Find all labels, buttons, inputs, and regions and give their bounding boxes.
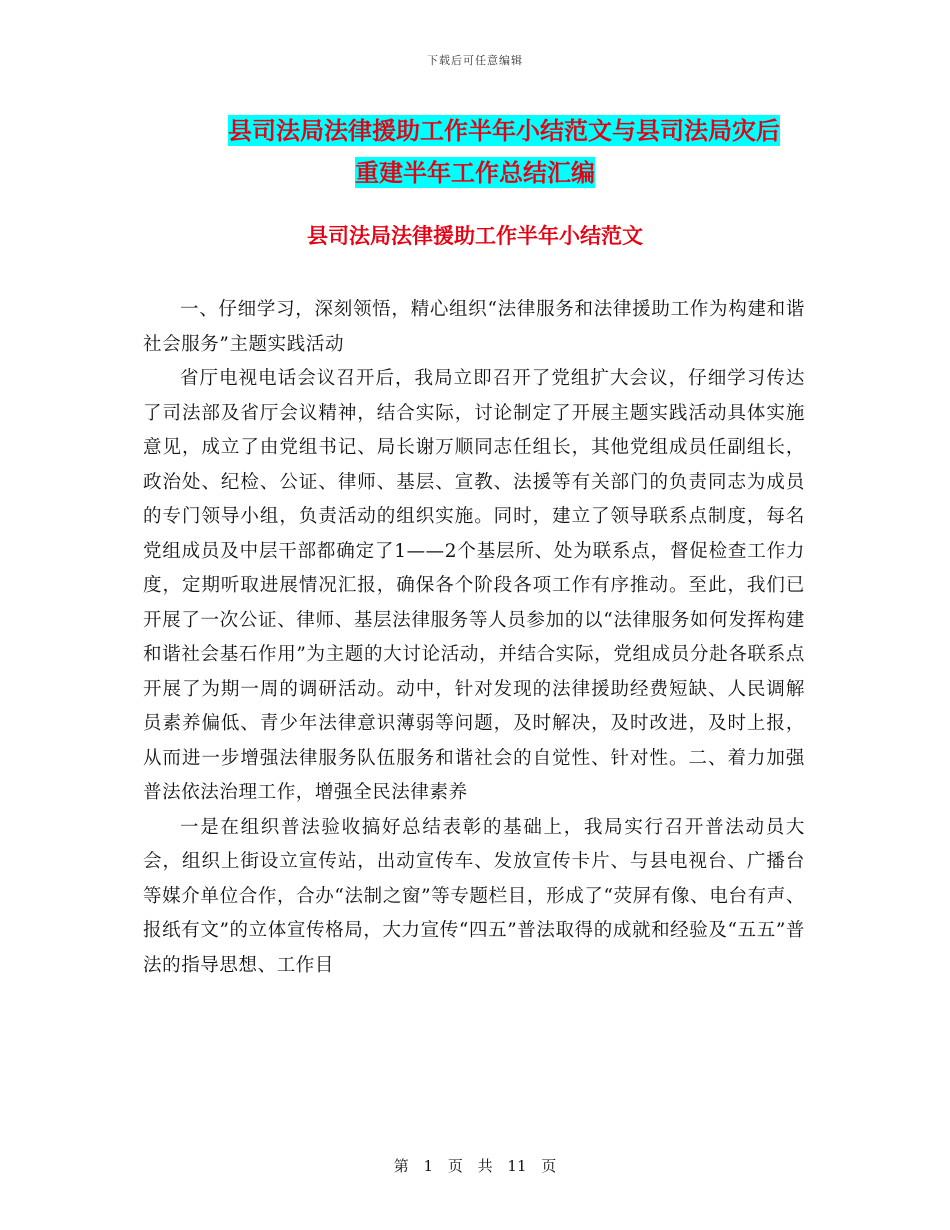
page-number-current: 1	[423, 1157, 434, 1175]
page-label-total-prefix: 共	[477, 1157, 493, 1175]
page-number-total: 11	[507, 1157, 527, 1175]
paragraph: 一是在组织普法验收搞好总结表彰的基础上，我局实行召开普法动员大会，组织上街设立宣传站，出动宣传车、发放宣传卡片、与县电视台、广播台等媒介单位合作，合办“法制之窗”等专题栏目，形成了“荧屏有像、电台有声、报纸有文”的立体宣传格局，大力宣传“四五”普法取得的成就和经验及“五五”普法的指导思想、工作目	[143, 816, 805, 976]
paragraph: 省厅电视电话会议召开后，我局立即召开了党组扩大会议，仔细学习传达了司法部及省厅会议精神，结合实际，讨论制定了开展主题实践活动具体实施意见，成立了由党组书记、局长谢万顺同志任组长，其他党组成员任副组长，政治处、纪检、公证、律师、基层、宣教、法援等有关部门的负责同志为成员的专门领导小组，负责活动的组织实施。同时，建立了领导联系点制度，每名党组成员及中层干部都确定了1——2个基层所、处为联系点，督促检查工作力度，定期听取进展情况汇报，确保各个阶段各项工作有序推动。至此，我们已开展了一次公证、律师、基层法律服务等人员参加的以“法律服务如何发挥构建和谐社会基石作用”为主题的大讨论活动，并结合实际，党组成员分赴各联系点开展了为期一周的调研活动。动中，针对发现的法律援助经费短缺、人民调解员素养偏低、青少年法律意识薄弱等问题，及时解决，及时改进，及时上报，从而进一步增强法律服务队伍服务和谐社会的自觉性、针对性。二、着力加强普法依法治理工作，增强全民法律素养	[143, 368, 805, 803]
page-label-suffix: 页	[541, 1157, 557, 1175]
page-footer	[0, 1155, 950, 1176]
document-title-line1: 县司法局法律援助工作半年小结范文与县司法局灾后	[228, 116, 780, 145]
section-heading: 县司法局法律援助工作半年小结范文	[307, 223, 643, 248]
page-label-prefix: 第	[393, 1157, 409, 1175]
page-label-mid: 页	[447, 1157, 463, 1175]
paragraph: 一、仔细学习，深刻领悟，精心组织“法律服务和法律援助工作为构建和谐社会服务”主题实践活动	[143, 299, 805, 355]
page-header-note: 下载后可任意编辑	[427, 54, 523, 67]
document-body	[143, 293, 805, 983]
document-title	[0, 110, 950, 194]
document-title-line2: 重建半年工作总结汇编	[355, 158, 595, 187]
